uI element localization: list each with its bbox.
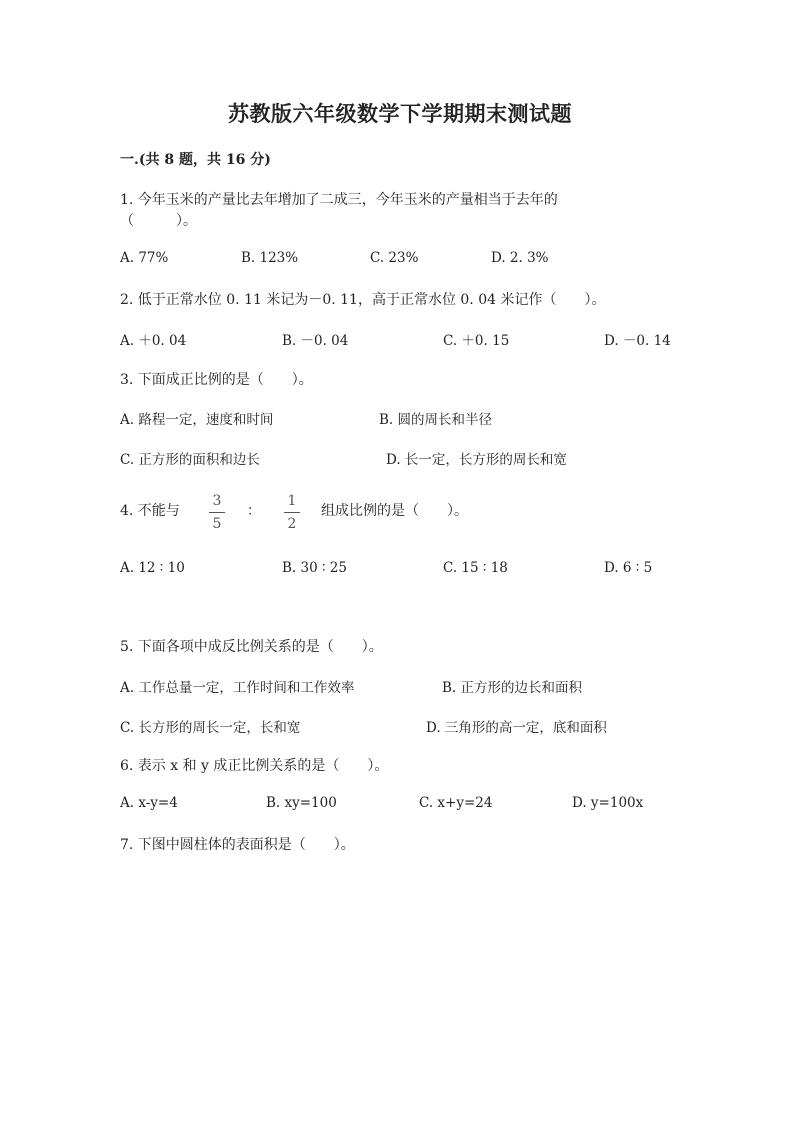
q5-option-d: D. 三角形的高一定，底和面积 bbox=[426, 720, 607, 736]
q2-option-c: C. ＋0. 15 bbox=[443, 333, 510, 349]
q1-option-b: B. 123% bbox=[241, 250, 299, 266]
q5-option-b: B. 正方形的边长和面积 bbox=[442, 680, 583, 696]
q4-option-c: C. 15 ∶ 18 bbox=[443, 560, 508, 576]
q4-option-b: B. 30 ∶ 25 bbox=[282, 560, 347, 576]
q2-option-a: A. ＋0. 04 bbox=[120, 333, 187, 349]
question-4-prefix: 4. 不能与 bbox=[120, 503, 180, 519]
q5-option-c: C. 长方形的周长一定，长和宽 bbox=[120, 720, 301, 736]
q6-option-a: A. x-y=4 bbox=[120, 795, 178, 811]
q3-option-a: A. 路程一定，速度和时间 bbox=[120, 412, 274, 428]
q2-option-d: D. －0. 14 bbox=[604, 333, 671, 349]
fraction-bar bbox=[284, 512, 300, 513]
question-2-text: 2. 低于正常水位 0. 11 米记为－0. 11，高于正常水位 0. 04 米记作（ ）。 bbox=[120, 292, 606, 308]
q6-option-b: B. xy=100 bbox=[266, 795, 337, 811]
q1-option-d: D. 2. 3% bbox=[491, 250, 549, 266]
q6-option-c: C. x+y=24 bbox=[419, 795, 493, 811]
fraction-one-half bbox=[282, 493, 302, 532]
fraction-numerator: 3 bbox=[212, 493, 222, 509]
q6-option-d: D. y=100x bbox=[572, 795, 644, 811]
q1-option-a: A. 77% bbox=[120, 250, 169, 266]
fraction-denominator: 5 bbox=[212, 516, 222, 532]
question-7-text: 7. 下图中圆柱体的表面积是（ ）。 bbox=[120, 837, 355, 853]
q5-option-a: A. 工作总量一定，工作时间和工作效率 bbox=[120, 680, 355, 696]
q2-option-b: B. －0. 04 bbox=[282, 333, 349, 349]
question-1-text-cont: （ ）。 bbox=[120, 213, 197, 229]
question-1-text: 1. 今年玉米的产量比去年增加了二成三，今年玉米的产量相当于去年的 bbox=[120, 192, 558, 208]
q4-option-a: A. 12 ∶ 10 bbox=[120, 560, 185, 576]
fraction-three-fifths bbox=[207, 493, 227, 532]
q1-option-c: C. 23% bbox=[370, 250, 419, 266]
q4-option-d: D. 6 ∶ 5 bbox=[604, 560, 653, 576]
fraction-bar bbox=[209, 512, 225, 513]
q3-option-b: B. 圆的周长和半径 bbox=[379, 412, 493, 428]
fraction-denominator: 2 bbox=[287, 516, 297, 532]
question-4-suffix: 组成比例的是（ ）。 bbox=[321, 503, 468, 519]
q3-option-d: D. 长一定，长方形的周长和宽 bbox=[386, 452, 567, 468]
ratio-colon: ： bbox=[247, 503, 261, 519]
fraction-numerator: 1 bbox=[287, 493, 297, 509]
section-heading: 一.(共 8 题，共 16 分) bbox=[120, 152, 271, 168]
page-title: 苏教版六年级数学下学期期末测试题 bbox=[228, 101, 572, 126]
question-5-text: 5. 下面各项中成反比例关系的是（ ）。 bbox=[120, 639, 383, 655]
question-3-text: 3. 下面成正比例的是（ ）。 bbox=[120, 372, 313, 388]
question-6-text: 6. 表示 x 和 y 成正比例关系的是（ ）。 bbox=[120, 758, 389, 774]
q3-option-c: C. 正方形的面积和边长 bbox=[120, 452, 260, 468]
